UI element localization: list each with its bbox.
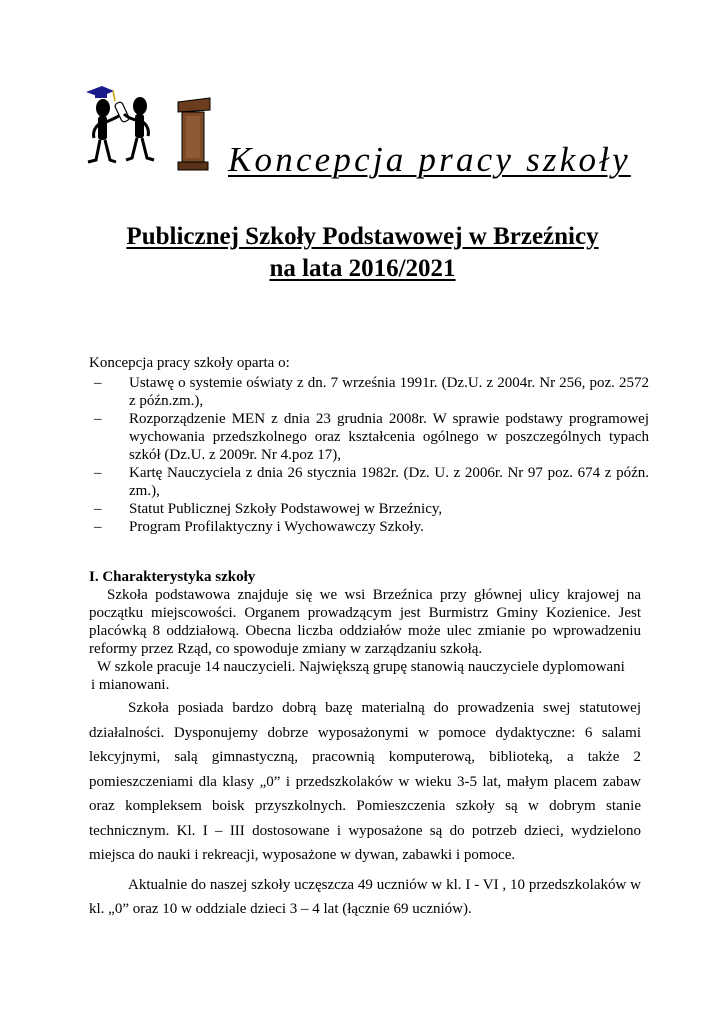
dash-bullet: – xyxy=(94,375,102,391)
teacher-graduation-clipart-icon xyxy=(82,80,217,175)
document-title: Koncepcja pracy szkoły xyxy=(228,140,631,179)
paragraph: W szkole pracuje 14 nauczycieli. Największą grupę stanowią nauczyciele dyplomowani xyxy=(97,659,625,675)
legal-basis-list xyxy=(89,374,649,536)
list-item xyxy=(89,410,649,464)
section-heading: I. Charakterystyka szkoły xyxy=(89,569,256,585)
paragraph: Szkoła posiada bardzo dobrą bazę materialną do prowadzenia swej statutowej działalności. Dysponujemy dobrze wyposażonymi w pomoce dydaktyczne: 6 salami lekcyjnymi, salą gimnastyczną, pracownią komputerową, biblioteką, a także 2 pomieszczeniami dla klasy „0” i przedszkolaków w wieku 3-5 lat, małym placem zabaw oraz kompleksem boisk przyszkolnych. Pomieszczenia szkoły są w dobrym stanie technicznym. Kl. I – III dostosowane i wyposażone są do potrzeb dzieci, wydzielono miejsca do nauki i rekreacji, wyposażone w dywan, zabawki i pomoce. xyxy=(89,700,641,863)
dash-bullet: – xyxy=(94,519,102,535)
list-item-text: Program Profilaktyczny i Wychowawczy Szkoły. xyxy=(129,519,424,535)
dash-bullet: – xyxy=(94,465,102,481)
list-item-text: Rozporządzenie MEN z dnia 23 grudnia 2008r. W sprawie podstawy programowej wychowania przedszkolnego oraz kształcenia ogólnego w poszczególnych typach szkół (Dz.U. z 2009r. Nr 4.poz 17), xyxy=(129,411,649,463)
document-subtitle-line-1: Publicznej Szkoły Podstawowej w Brzeźnicy xyxy=(126,223,599,250)
paragraph: Szkoła podstawowa znajduje się we wsi Brzeźnica przy głównej ulicy krajowej na początku miejscowości. Organem prowadzącym jest Burmistrz Gminy Kozienice. Jest placówką 8 oddziałową. Obecna liczba oddziałów może ulec zmianie po wprowadzeniu reformy przez Rząd, co spowoduje zmiany w zarządzaniu szkołą. xyxy=(89,587,641,657)
list-item-text: Kartę Nauczyciela z dnia 26 stycznia 1982r. (Dz. U. z 2006r. Nr 97 poz. 674 z późn. zm.), xyxy=(129,465,649,499)
list-item xyxy=(89,374,649,410)
list-item xyxy=(89,464,649,500)
dash-bullet: – xyxy=(94,411,102,427)
school-characteristics-section xyxy=(89,568,641,922)
legal-basis-label: Koncepcja pracy szkoły oparta o: xyxy=(89,355,290,371)
list-item-text: Statut Publicznej Szkoły Podstawowej w Brzeźnicy, xyxy=(129,501,443,517)
paragraph: i mianowani. xyxy=(91,677,170,693)
legal-basis-section xyxy=(89,354,649,536)
list-item xyxy=(89,518,649,536)
document-subtitle-line-2: na lata 2016/2021 xyxy=(269,255,456,282)
dash-bullet: – xyxy=(94,501,102,517)
list-item-text: Ustawę o systemie oświaty z dn. 7 września 1991r. (Dz.U. z 2004r. Nr 256, poz. 2572 z późn.zm.), xyxy=(129,375,649,409)
list-item xyxy=(89,500,649,518)
paragraph: Aktualnie do naszej szkoły uczęszcza 49 uczniów w kl. I - VI , 10 przedszkolaków w kl. „0” oraz 10 w oddziale dzieci 3 – 4 lat (łącznie 69 uczniów). xyxy=(89,876,641,917)
